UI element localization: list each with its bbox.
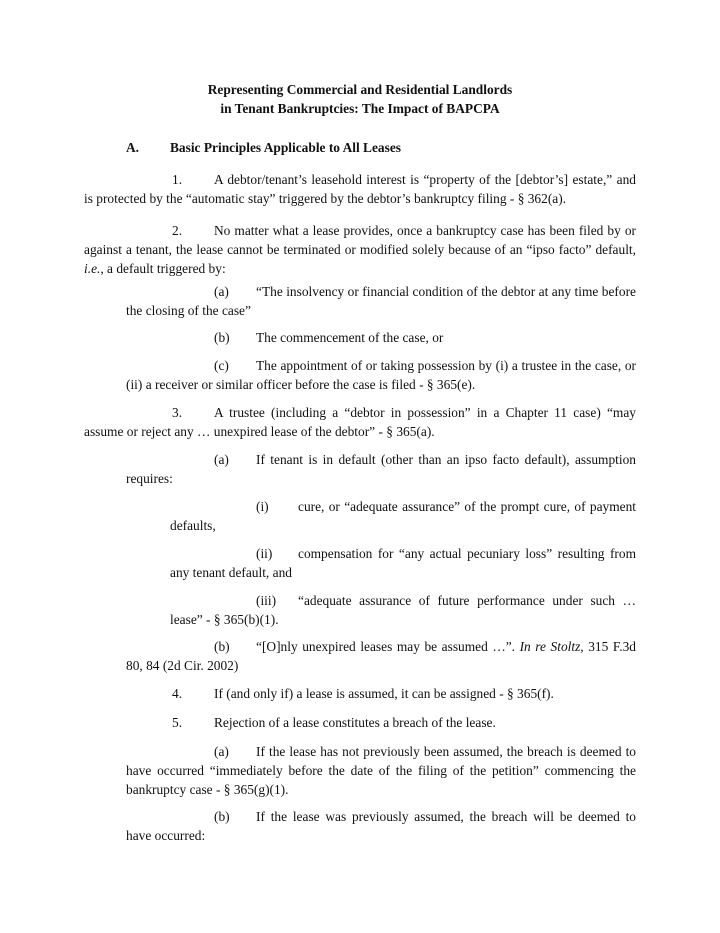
paragraph-text-end: 315 F.3d 80, 84 (2d Cir. 2002) — [126, 639, 636, 673]
paragraph-marker: 2. — [172, 223, 183, 238]
paragraph-marker: (i) — [256, 499, 269, 514]
paragraph-marker: (a) — [214, 744, 229, 759]
case-citation: In re Stoltz, — [519, 639, 584, 654]
paragraph-text: A trustee (including a “debtor in possession” in a Chapter 11 case) “may assume or reject any … unexpired lease of the debtor” - § 365(a). — [84, 405, 636, 439]
paragraph-italic-text: i.e. — [84, 261, 101, 276]
paragraph-marker: 1. — [172, 172, 183, 187]
section-title: Basic Principles Applicable to All Leases — [170, 140, 401, 155]
paragraph-marker: 4. — [172, 686, 183, 701]
paragraph-text: If the lease was previously assumed, the breach will be deemed to have occurred: — [126, 809, 636, 843]
paragraph-3 — [84, 403, 636, 441]
section-marker: A. — [126, 140, 140, 155]
paragraph-3b — [126, 637, 636, 675]
paragraph-marker: (iii) — [256, 593, 277, 608]
paragraph-text: Rejection of a lease constitutes a breach of the lease. — [214, 715, 496, 730]
paragraph-text: “adequate assurance of future performance under such … lease” - § 365(b)(1). — [170, 593, 636, 627]
paragraph-marker: (b) — [214, 639, 230, 654]
paragraph-marker: 5. — [172, 715, 183, 730]
paragraph-text: The appointment of or taking possession by (i) a trustee in the case, or (ii) a receiver or similar officer before the case is filed - § 365(e). — [126, 358, 636, 392]
paragraph-5a — [126, 742, 636, 799]
paragraph-3a-ii — [170, 544, 636, 582]
paragraph-2b — [126, 328, 636, 347]
paragraph-text: cure, or “adequate assurance” of the prompt cure, of payment defaults, — [170, 499, 636, 533]
document-title-line-1: Representing Commercial and Residential Landlords — [207, 82, 513, 97]
paragraph-3a — [126, 450, 636, 488]
paragraph-text: If (and only if) a lease is assumed, it can be assigned - § 365(f). — [214, 686, 554, 701]
paragraph-2 — [84, 221, 636, 278]
paragraph-2a — [126, 282, 636, 320]
paragraph-text: If the lease has not previously been assumed, the breach is deemed to have occurred “immediately before the date of the filing of the petition” commencing the bankruptcy case - § 365(g)(1). — [126, 744, 636, 797]
document-title-line-2: in Tenant Bankruptcies: The Impact of BAPCPA — [220, 101, 500, 116]
paragraph-text: The commencement of the case, or — [256, 330, 444, 345]
paragraph-5b — [126, 807, 636, 845]
paragraph-marker: (b) — [214, 330, 230, 345]
paragraph-text: compensation for “any actual pecuniary loss” resulting from any tenant default, and — [170, 546, 636, 580]
paragraph-marker: (a) — [214, 284, 229, 299]
paragraph-text-end: , a default triggered by: — [100, 261, 226, 276]
paragraph-text: “The insolvency or financial condition of the debtor at any time before the closing of the case” — [126, 284, 636, 318]
paragraph-text: “[O]nly unexpired leases may be assumed …”. — [256, 639, 520, 654]
paragraph-marker: 3. — [172, 405, 183, 420]
paragraph-text: A debtor/tenant’s leasehold interest is “property of the [debtor’s] estate,” and is protected by the “automatic stay” triggered by the debtor’s bankruptcy filing - § 362(a). — [84, 172, 636, 206]
paragraph-5 — [84, 713, 636, 732]
paragraph-marker: (ii) — [256, 546, 273, 561]
paragraph-text: If tenant is in default (other than an ipso facto default), assumption requires: — [126, 452, 636, 486]
paragraph-2c — [126, 356, 636, 394]
paragraph-marker: (c) — [214, 358, 229, 373]
paragraph-marker: (a) — [214, 452, 229, 467]
paragraph-1 — [84, 170, 636, 208]
paragraph-4 — [84, 684, 636, 703]
paragraph-marker: (b) — [214, 809, 230, 824]
paragraph-3a-iii — [170, 591, 636, 629]
paragraph-text: No matter what a lease provides, once a bankruptcy case has been filed by or against a tenant, the lease cannot be terminated or modified solely because of an “ipso facto” default, — [84, 223, 636, 257]
paragraph-3a-i — [170, 497, 636, 535]
